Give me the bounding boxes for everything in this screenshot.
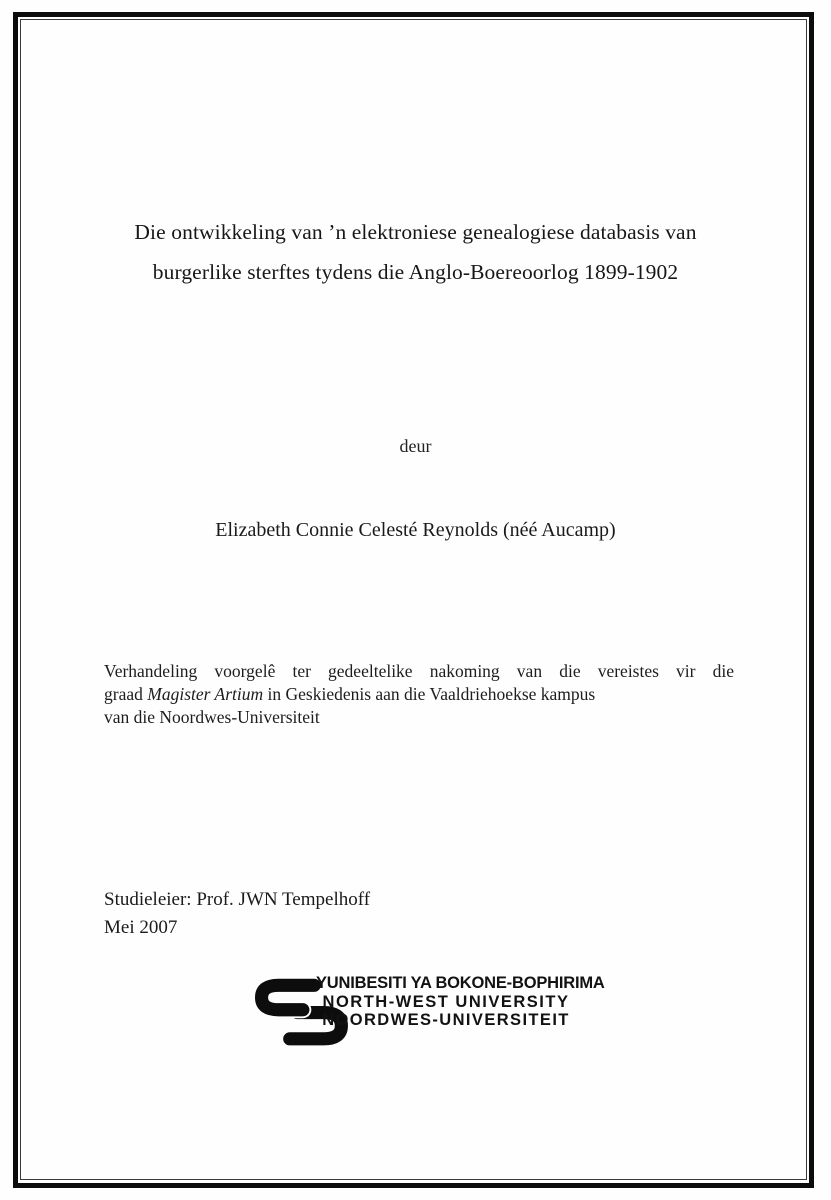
logo-text-afrikaans: NOORDWES-UNIVERSITEIT — [322, 1011, 570, 1030]
thesis-statement — [104, 660, 734, 729]
logo-text-english: NORTH-WEST UNIVERSITY — [322, 992, 570, 1011]
university-logo-text — [316, 974, 605, 1030]
thesis-title-line1: Die ontwikkeling van ’n elektroniese genealogiese databasis van — [134, 220, 697, 244]
supervisor-line: Studieleier: Prof. JWN Tempelhoff — [104, 889, 371, 910]
thesis-statement-line2 — [104, 683, 734, 706]
date-line: Mei 2007 — [104, 916, 178, 938]
author-name: Elizabeth Connie Celesté Reynolds (néé Aucamp) — [215, 519, 616, 541]
thesis-statement-line3: van die Noordwes-Universiteit — [104, 707, 320, 727]
supervisor-block — [104, 886, 370, 941]
logo-text-setswana: YUNIBESITI YA BOKONE-BOPHIRIMA — [316, 974, 605, 992]
thesis-title — [50, 212, 781, 292]
statement-line2-post: in Geskiedenis aan die Vaaldriehoekse kampus — [263, 684, 596, 704]
byline-deur: deur — [399, 436, 432, 456]
thesis-title-line2: burgerlike sterftes tydens die Anglo-Boereoorlog 1899-1902 — [152, 260, 679, 284]
statement-line2-pre: graad — [104, 684, 148, 704]
thesis-statement-line1: Verhandeling voorgelê ter gedeeltelike nakoming van die vereistes vir die — [104, 661, 734, 681]
degree-name-italic: Magister Artium — [147, 684, 264, 704]
university-logo — [254, 972, 605, 1054]
